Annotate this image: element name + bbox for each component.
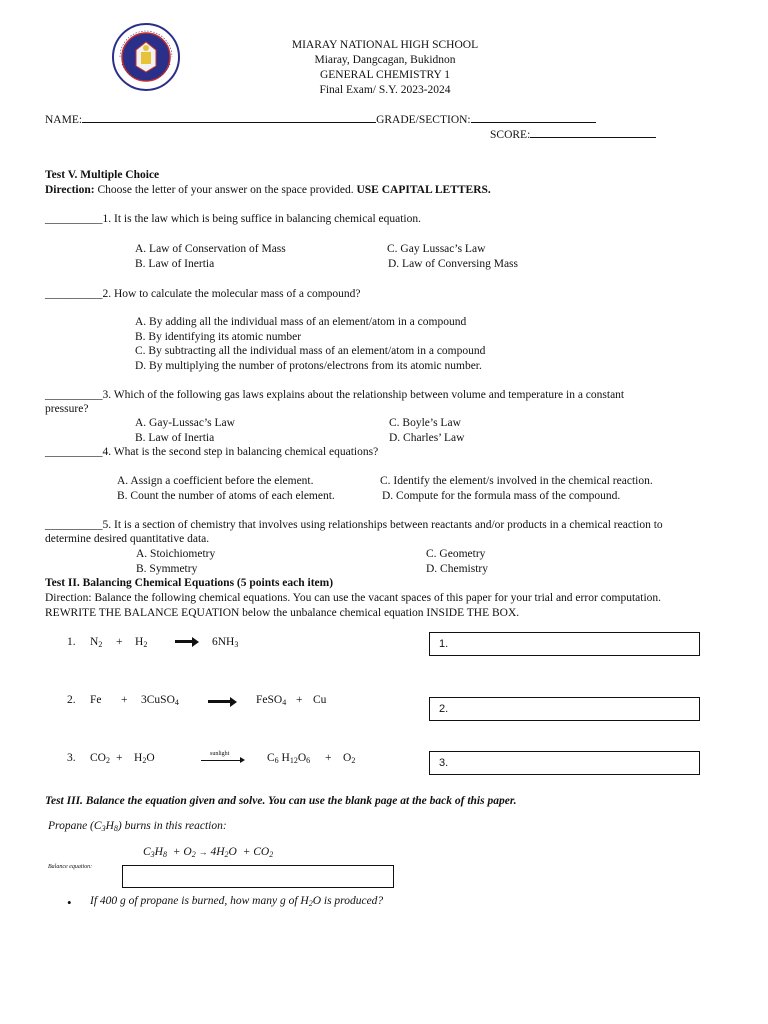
answer-blank-3[interactable]: __________ [45,389,103,401]
test2-title: Test II. Balancing Chemical Equations (5 points each item) [45,577,334,589]
equation-1-number: 1. [67,636,76,648]
propane-question: If 400 g of propane is burned, how many g of $H_2O$ is produced? [90,895,384,908]
question-3-continued: pressure? [45,403,89,415]
eq2-cu: Cu [313,694,327,706]
propane-intro: Propane $(C_3H_8)$ burns in this reaction: [48,820,227,833]
q1-choice-d: D. Law of Conversing Mass [388,258,518,270]
score-field [490,126,656,141]
balance-equation-box[interactable] [122,865,394,888]
question-1: __________1. It is the law which is being suffice in balancing chemical equation. [45,213,422,225]
test2-direction-line1: Direction: Balance the following chemical equations. You can use the vacant spaces of this paper for your trial and error computation. [45,592,662,604]
q1-choice-a: A. Law of Conservation of Mass [135,243,286,255]
eq3-arrow-icon [201,760,241,761]
subject-title: GENERAL CHEMISTRY 1 [319,69,451,81]
eq1-h2: $H_2$ [135,636,148,649]
score-blank[interactable] [530,126,656,138]
eq3-plus-2: + [325,752,332,764]
q4-choice-c: C. Identify the element/s involved in the chemical reaction. [380,475,653,487]
answer-box-1[interactable] [429,632,700,656]
exam-title: Final Exam/ S.Y. 2023-2024 [319,84,451,96]
school-name: MIARAY NATIONAL HIGH SCHOOL [291,39,479,51]
name-label: NAME: [45,114,83,126]
test5-direction: Direction: Choose the letter of your answer on the space provided. USE CAPITAL LETTERS. [45,184,491,196]
q4-choice-b: B. Count the number of atoms of each element. [117,490,335,502]
answer-box-2-label: 2. [439,703,449,715]
q5-choice-d: D. Chemistry [426,563,488,575]
eq1-6nh3: $6NH_3$ [212,636,239,649]
question-5-continued: determine desired quantitative data. [45,533,210,545]
answer-blank-5[interactable]: __________ [45,519,103,531]
question-4: __________4. What is the second step in balancing chemical equations? [45,446,379,458]
school-header [230,38,540,98]
test5-title: Test V. Multiple Choice [45,169,160,181]
eq2-3cuso4: 3CuSO$_4$ [141,694,179,707]
test3-title: Test III. Balance the equation given and solve. You can use the blank page at the back of this paper. [45,795,517,807]
answer-box-2[interactable] [429,697,700,721]
balance-equation-label: Balance equation: [48,864,93,870]
eq1-arrow-icon [175,640,193,643]
score-label: SCORE: [490,129,531,141]
q2-choice-d: D. By multiplying the number of protons/electrons from its atomic number. [135,360,482,372]
q3-choice-b: B. Law of Inertia [135,432,215,444]
q5-choice-a: A. Stoichiometry [136,548,216,560]
eq3-glucose: $C_6$ $H_{12}O_6$ [267,752,311,765]
answer-blank-1[interactable]: __________ [45,213,103,225]
q1-choice-c: C. Gay Lussac’s Law [387,243,486,255]
answer-box-3[interactable] [429,751,700,775]
question-2: __________2. How to calculate the molecular mass of a compound? [45,288,361,300]
school-address: Miaray, Dangcagan, Bukidnon [314,54,456,66]
eq3-plus: + [116,752,123,764]
name-field [45,111,596,126]
eq2-feso4: FeSO$_4$ [256,694,287,707]
eq3-sunlight-label: sunlight [210,751,230,757]
eq2-arrow-icon [208,700,231,703]
q5-choice-b: B. Symmetry [136,563,198,575]
q2-choice-c: C. By subtracting all the individual mass of an element/atom in a compound [135,345,486,357]
q4-choice-a: A. Assign a coefficient before the element. [117,475,314,487]
answer-box-3-label: 3. [439,757,449,769]
bullet-icon: • [67,895,72,910]
eq2-plus: + [121,694,128,706]
deped-seal-logo [106,22,186,92]
q1-choice-b: B. Law of Inertia [135,258,215,270]
eq2-plus-2: + [296,694,303,706]
answer-blank-2[interactable]: __________ [45,288,103,300]
question-5: __________5. It is a section of chemistry that involves using relationships between reactants and/or products in a chemical reaction to [45,519,663,531]
eq3-h2o: $H_2O$ [134,752,155,765]
q3-choice-d: D. Charles’ Law [389,432,465,444]
eq3-o2: $O_2$ [343,752,356,765]
q5-choice-c: C. Geometry [426,548,486,560]
test2-direction-line2: REWRITE THE BALANCE EQUATION below the unbalance chemical equation INSIDE THE BOX. [45,607,520,619]
grade-label: GRADE/SECTION: [376,114,471,126]
propane-equation: $C_3H_8 + O_2 \to 4H_2O + CO_2$ [143,846,274,859]
q3-choice-c: C. Boyle’s Law [389,417,461,429]
q2-choice-a: A. By adding all the individual mass of an element/atom in a compound [135,316,467,328]
q2-choice-b: B. By identifying its atomic number [135,331,302,343]
q3-choice-a: A. Gay-Lussac’s Law [135,417,235,429]
eq2-fe: Fe [90,694,102,706]
equation-3-number: 3. [67,752,76,764]
answer-box-1-label: 1. [439,638,449,650]
name-blank[interactable] [82,111,376,123]
eq3-co2: $CO_2$ [90,752,110,765]
equation-2-number: 2. [67,694,76,706]
question-3: __________3. Which of the following gas laws explains about the relationship between volume and temperature in a constant [45,389,625,401]
eq1-plus: + [116,636,123,648]
grade-blank[interactable] [471,111,596,123]
q4-choice-d: D. Compute for the formula mass of the compound. [382,490,621,502]
eq1-n2: $N_2$ [90,636,103,649]
answer-blank-4[interactable]: __________ [45,446,103,458]
